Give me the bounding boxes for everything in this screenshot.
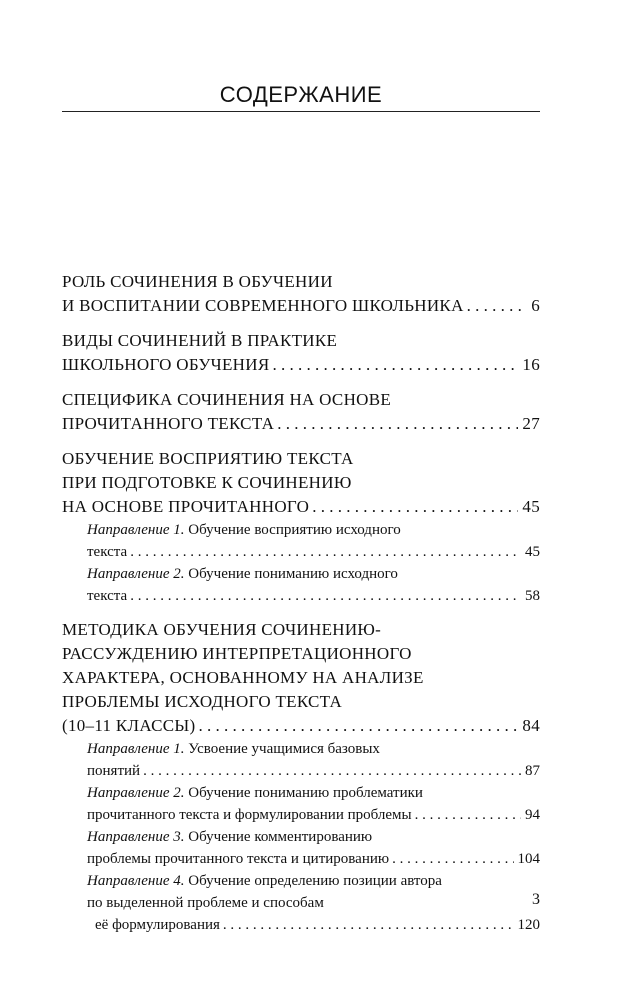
toc-subsection (62, 870, 540, 936)
toc-section-title: РАССУЖДЕНИЮ ИНТЕРПРЕТАЦИОННОГО (62, 644, 412, 663)
subsection-text: её формулирования (95, 917, 220, 933)
toc-line (87, 519, 540, 541)
subsection-text: понятий (87, 763, 141, 779)
toc-section-title: РОЛЬ СОЧИНЕНИЯ В ОБУЧЕНИИ (62, 272, 333, 291)
toc-section-title: ХАРАКТЕРА, ОСНОВАННОМУ НА АНАЛИЗЕ (62, 668, 424, 687)
toc-line (62, 412, 540, 436)
toc-section-methodology (62, 618, 540, 936)
toc-page-number: 16 (522, 355, 540, 374)
direction-label: Направление 3. (87, 829, 185, 845)
subsection-text: Усвоение учащимися базовых (184, 741, 380, 757)
subsection-text: Обучение комментированию (184, 829, 373, 845)
toc-line (87, 585, 540, 607)
subsection-text: Обучение пониманию исходного (184, 566, 398, 582)
toc-section-title: ПРОБЛЕМЫ ИСХОДНОГО ТЕКСТА (62, 692, 343, 711)
subsection-text: Обучение восприятию исходного (184, 522, 401, 538)
page-heading: СОДЕРЖАНИЕ (219, 82, 383, 107)
toc-line (87, 541, 540, 563)
toc-line (87, 760, 540, 782)
toc-subsection (62, 563, 540, 607)
toc-page-number: 94 (525, 807, 540, 823)
toc-subsection-title (87, 519, 401, 541)
subsection-text: текста (87, 588, 128, 604)
heading-rule (62, 111, 540, 112)
dot-leader (130, 541, 521, 563)
toc-section-title: ВИДЫ СОЧИНЕНИЙ В ПРАКТИКЕ (62, 331, 338, 350)
toc-line (62, 270, 540, 294)
toc-line (62, 447, 540, 471)
toc-section-title: НА ОСНОВЕ ПРОЧИТАННОГО (62, 497, 310, 516)
toc-line (87, 563, 540, 585)
toc-page-number: 120 (517, 917, 540, 933)
dot-leader (272, 353, 518, 377)
toc-page-number: 27 (522, 414, 540, 433)
toc-line (87, 892, 540, 914)
toc-line (62, 471, 540, 495)
dot-leader (143, 760, 521, 782)
dot-leader (312, 495, 518, 519)
subsection-text: по выделенной проблеме и способам (87, 895, 324, 911)
toc-line (87, 870, 540, 892)
toc-line (87, 826, 540, 848)
toc-section-title: И ВОСПИТАНИИ СОВРЕМЕННОГО ШКОЛЬНИКА (62, 296, 464, 315)
toc-subsection (62, 826, 540, 870)
toc-page-number: 87 (525, 763, 540, 779)
subsection-text: текста (87, 544, 128, 560)
subsection-text: проблемы прочитанного текста и цитированию (87, 851, 390, 867)
toc-line (62, 618, 540, 642)
dot-leader (467, 294, 528, 318)
toc-line (87, 914, 540, 936)
toc-line (87, 848, 540, 870)
table-of-contents (62, 270, 540, 947)
direction-label: Направление 2. (87, 785, 185, 801)
toc-page-number: 84 (522, 716, 540, 735)
toc-line (62, 642, 540, 666)
toc-line (87, 738, 540, 760)
toc-subsection (62, 519, 540, 563)
toc-page-number: 104 (517, 851, 540, 867)
dot-leader (223, 914, 514, 936)
toc-line (62, 666, 540, 690)
toc-subsection-title (87, 563, 398, 585)
subsection-text: Обучение пониманию проблематики (184, 785, 423, 801)
toc-section-title: ШКОЛЬНОГО ОБУЧЕНИЯ (62, 355, 270, 374)
toc-subsection-title (87, 782, 423, 804)
direction-label: Направление 2. (87, 566, 185, 582)
toc-line (62, 353, 540, 377)
toc-page-number: 45 (525, 544, 540, 560)
toc-line (62, 329, 540, 353)
subsection-text: прочитанного текста и формулировании проблемы (87, 807, 412, 823)
toc-line (62, 388, 540, 412)
toc-section-title: ПРИ ПОДГОТОВКЕ К СОЧИНЕНИЮ (62, 473, 352, 492)
direction-label: Направление 4. (87, 873, 185, 889)
toc-page-number: 45 (522, 497, 540, 516)
toc-line (62, 714, 540, 738)
toc-subsection-title (87, 738, 380, 760)
toc-subsection-title (87, 826, 372, 848)
dot-leader (392, 848, 513, 870)
toc-section-title: ОБУЧЕНИЕ ВОСПРИЯТИЮ ТЕКСТА (62, 449, 354, 468)
dot-leader (415, 804, 521, 826)
toc-line (62, 294, 540, 318)
toc-section-title: ПРОЧИТАННОГО ТЕКСТА (62, 414, 275, 433)
toc-subsection-title (87, 870, 442, 892)
toc-section-types (62, 329, 540, 377)
page-number: 3 (532, 891, 540, 908)
toc-section-role (62, 270, 540, 318)
subsection-text: Обучение определению позиции автора (184, 873, 442, 889)
toc-page-number: 58 (525, 588, 540, 604)
toc-section-specifics (62, 388, 540, 436)
toc-section-perception (62, 447, 540, 607)
dot-leader (198, 714, 518, 738)
toc-section-title: СПЕЦИФИКА СОЧИНЕНИЯ НА ОСНОВЕ (62, 390, 392, 409)
toc-line (87, 782, 540, 804)
toc-line (62, 690, 540, 714)
dot-leader (277, 412, 518, 436)
toc-page-number: 6 (531, 296, 540, 315)
toc-section-title: МЕТОДИКА ОБУЧЕНИЯ СОЧИНЕНИЮ- (62, 620, 382, 639)
toc-line (87, 804, 540, 826)
direction-label: Направление 1. (87, 741, 185, 757)
direction-label: Направление 1. (87, 522, 185, 538)
dot-leader (130, 585, 521, 607)
toc-subsection (62, 738, 540, 782)
toc-line (62, 495, 540, 519)
toc-section-title: (10–11 КЛАССЫ) (62, 716, 196, 735)
toc-subsection (62, 782, 540, 826)
